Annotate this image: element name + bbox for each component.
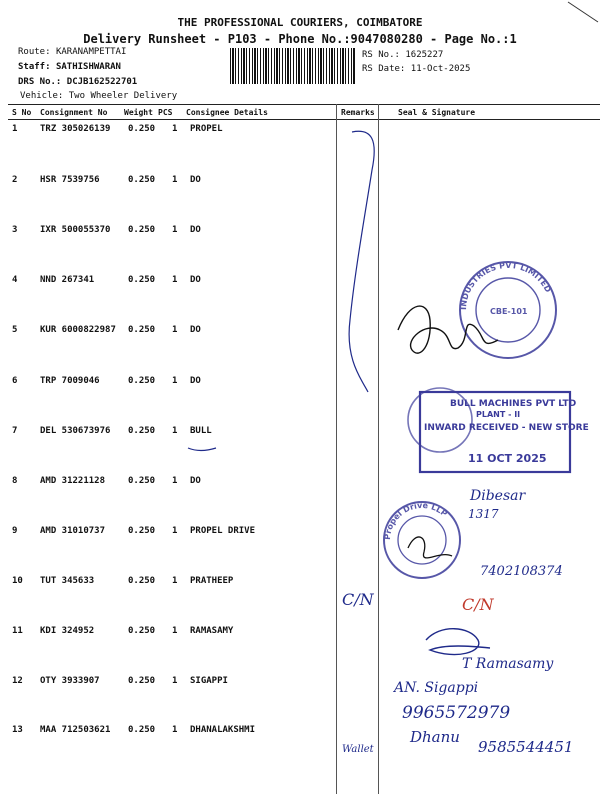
cell-weight: 0.250 (128, 626, 156, 636)
cell-consignee: PRATHEEP (190, 576, 234, 586)
staff-label: Staff: (18, 62, 51, 72)
cell-consignment: TRP 7009046 (40, 376, 100, 386)
cell-pcs: 1 (172, 725, 178, 735)
hw-row10-remark: C/N (342, 590, 374, 609)
cell-consignee: BULL (190, 426, 212, 436)
cell-pcs: 1 (172, 225, 178, 235)
cell-weight: 0.250 (128, 476, 156, 486)
drs-line (18, 77, 137, 87)
cell-consignee: PROPEL DRIVE (190, 526, 256, 536)
cell-weight: 0.250 (128, 175, 156, 185)
hw-row8-number: 1317 (468, 507, 499, 521)
drs-value: DCJB162522701 (66, 77, 138, 87)
cell-consignment: NND 267341 (40, 275, 95, 285)
cell-pcs: 1 (172, 175, 178, 185)
cell-weight: 0.250 (128, 124, 156, 134)
table-row (8, 124, 600, 174)
table-header-rule (8, 119, 600, 120)
cell-pcs: 1 (172, 325, 178, 335)
cell-pcs: 1 (172, 626, 178, 636)
header-remarks: Remarks (341, 108, 375, 117)
stamp2-center-text: CBE-101 (490, 307, 528, 316)
hw-row8-name: Dibesar (470, 488, 526, 504)
cell-consignee: DO (190, 225, 201, 235)
cell-consignment: OTY 3933907 (40, 676, 100, 686)
cell-sno: 1 (12, 124, 18, 134)
cell-weight: 0.250 (128, 376, 156, 386)
cell-sno: 10 (12, 576, 23, 586)
rs-no-line (362, 50, 443, 60)
cell-consignee: RAMASAMY (190, 626, 234, 636)
cell-consignee: SIGAPPI (190, 676, 228, 686)
cell-consignment: TRZ 305026139 (40, 124, 111, 134)
hw-row13-name: Dhanu (410, 728, 460, 746)
cell-weight: 0.250 (128, 526, 156, 536)
hw-row11-sig: T Ramasamy (462, 656, 554, 672)
cell-consignment: TUT 345633 (40, 576, 95, 586)
cell-weight: 0.250 (128, 426, 156, 436)
route-label: Route: (18, 47, 51, 57)
cell-sno: 7 (12, 426, 18, 436)
route-line (18, 47, 126, 57)
stamp1-line3: INWARD RECEIVED - NEW STORE (424, 423, 589, 433)
cell-sno: 11 (12, 626, 23, 636)
cell-consignee: DHANALAKSHMI (190, 725, 256, 735)
cell-consignment: KUR 6000822987 (40, 325, 116, 335)
stamp1-line1: BULL MACHINES PVT LTD (450, 399, 577, 409)
cell-sno: 3 (12, 225, 18, 235)
table-row (8, 175, 600, 225)
cell-consignee: DO (190, 376, 201, 386)
cell-weight: 0.250 (128, 325, 156, 335)
cell-pcs: 1 (172, 476, 178, 486)
cell-sno: 2 (12, 175, 18, 185)
cell-consignment: AMD 31010737 (40, 526, 106, 536)
cell-sno: 13 (12, 725, 23, 735)
hw-row9-phone: 7402108374 (480, 564, 563, 579)
cell-sno: 9 (12, 526, 18, 536)
rs-date-label: RS Date: (362, 64, 406, 74)
hw-row13-remark: Wallet (342, 744, 374, 755)
cell-consignment: DEL 530673976 (40, 426, 111, 436)
staff-value: SATHISHWARAN (55, 62, 121, 72)
table-row (8, 376, 600, 426)
header-weight: Weight (124, 108, 153, 117)
hw-row12-name: AN. Sigappi (394, 680, 479, 696)
cell-sno: 8 (12, 476, 18, 486)
cell-pcs: 1 (172, 576, 178, 586)
route-value: KARANAMPETTAI (55, 47, 127, 57)
cell-consignee: DO (190, 325, 201, 335)
header-pcs: PCS (158, 108, 173, 117)
table-row (8, 526, 600, 576)
company-title: THE PROFESSIONAL COURIERS, COIMBATORE (177, 16, 423, 29)
cell-consignment: HSR 7539756 (40, 175, 100, 185)
cell-pcs: 1 (172, 124, 178, 134)
stamp1-line2: PLANT - II (476, 410, 521, 419)
rs-no-value: 1625227 (405, 50, 444, 60)
header-consignee: Consignee Details (186, 108, 268, 117)
table-row (8, 325, 600, 375)
table-row (8, 676, 600, 726)
runsheet-title: Delivery Runsheet - P103 - Phone No.:9047080280 - Page No.:1 (83, 32, 517, 46)
stamp3-arc-text: Propel Drive LLP (382, 500, 449, 541)
cell-pcs: 1 (172, 275, 178, 285)
cell-consignee: DO (190, 476, 201, 486)
table-row (8, 576, 600, 626)
vehicle-line: Vehicle: Two Wheeler Delivery (20, 91, 178, 101)
cell-consignee: DO (190, 275, 201, 285)
cell-weight: 0.250 (128, 275, 156, 285)
rs-no-label: RS No.: (362, 50, 400, 60)
cell-weight: 0.250 (128, 225, 156, 235)
cell-consignment: KDI 324952 (40, 626, 95, 636)
cell-sno: 5 (12, 325, 18, 335)
table-row (8, 275, 600, 325)
cell-consignee: PROPEL (190, 124, 223, 134)
table-row (8, 225, 600, 275)
table-row (8, 476, 600, 526)
cell-pcs: 1 (172, 426, 178, 436)
staff-line (18, 62, 121, 72)
cell-pcs: 1 (172, 526, 178, 536)
cell-pcs: 1 (172, 676, 178, 686)
table-row (8, 626, 600, 676)
hw-row10-sig: C/N (462, 595, 494, 614)
cell-consignment: AMD 31221128 (40, 476, 106, 486)
cell-sno: 12 (12, 676, 23, 686)
cell-weight: 0.250 (128, 676, 156, 686)
cell-weight: 0.250 (128, 725, 156, 735)
stamp2-arc-text: INDUSTRIES PVT LIMITED (458, 260, 553, 311)
table-top-rule (8, 104, 600, 105)
hw-row13-phone: 9585544451 (478, 738, 574, 756)
table-row (8, 725, 600, 775)
header-seal: Seal & Signature (398, 108, 476, 117)
cell-weight: 0.250 (128, 576, 156, 586)
cell-consignee: DO (190, 175, 201, 185)
hw-row12-phone: 9965572979 (402, 703, 511, 723)
cell-consignment: MAA 712503621 (40, 725, 111, 735)
cell-sno: 6 (12, 376, 18, 386)
cell-consignment: IXR 500055370 (40, 225, 111, 235)
header-sno: S No (12, 108, 32, 117)
barcode (230, 48, 356, 84)
rs-date-value: 11-Oct-2025 (410, 64, 471, 74)
drs-label: DRS No.: (18, 77, 62, 87)
cell-sno: 4 (12, 275, 18, 285)
stamp1-date: 11 OCT 2025 (468, 452, 547, 465)
cell-pcs: 1 (172, 376, 178, 386)
table-row (8, 426, 600, 476)
rs-date-line (362, 64, 470, 74)
header-consignment: Consignment No (40, 108, 108, 117)
